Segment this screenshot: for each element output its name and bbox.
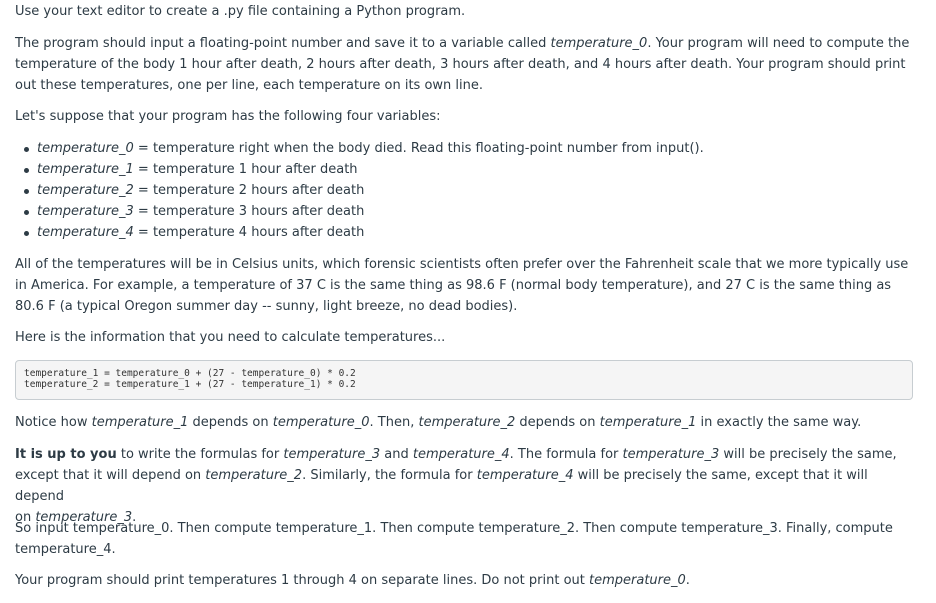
notice-text: Notice how (15, 415, 92, 430)
list-item (37, 159, 704, 180)
upto-var: temperature_3 (622, 447, 720, 462)
here-paragraph: Here is the information that you need to calculate temperatures... (15, 330, 446, 345)
variable-name: temperature_2 (37, 183, 134, 198)
upto-var: temperature_3 (283, 447, 381, 462)
list-item (37, 222, 704, 243)
upto-var: temperature_4 (412, 447, 510, 462)
list-item (37, 138, 704, 159)
upto-text: to write the formulas for (116, 447, 284, 462)
upto-text: . The formula for (509, 447, 623, 462)
upto-text: . (132, 510, 137, 525)
code-block (15, 360, 913, 400)
variable-name: temperature_0 (37, 141, 134, 156)
program-var: temperature_0 (550, 36, 648, 51)
print-text: Your program should print temperatures 1 through 4 on separate lines. Do not print out (15, 573, 589, 588)
so-paragraph: So input temperature_0. Then compute temperature_1. Then compute temperature_2. Then compute temperature_3. Finally, compute temperature_4. (15, 521, 893, 557)
up-to-you-paragraph (15, 444, 920, 528)
suppose-paragraph: Let's suppose that your program has the following four variables: (15, 109, 441, 124)
variable-desc: = temperature 4 hours after death (133, 225, 365, 240)
variable-name: temperature_3 (37, 204, 134, 219)
code-line: temperature_2 = temperature_1 + (27 - temperature_1) * 0.2 (24, 379, 356, 390)
notice-var: temperature_0 (272, 415, 370, 430)
upto-text: . Similarly, the formula for (302, 468, 477, 483)
notice-text: depends on (515, 415, 600, 430)
code-line: temperature_1 = temperature_0 + (27 - temperature_0) * 0.2 (24, 368, 356, 379)
print-text: . (685, 573, 690, 588)
upto-text: and (380, 447, 413, 462)
upto-var: temperature_2 (205, 468, 303, 483)
up-to-you-bold: It is up to you (15, 447, 117, 462)
notice-var: temperature_1 (599, 415, 697, 430)
notice-text: depends on (188, 415, 273, 430)
notice-var: temperature_2 (418, 415, 516, 430)
print-var: temperature_0 (589, 573, 686, 588)
upto-var: temperature_3 (35, 510, 133, 525)
variable-name: temperature_1 (37, 162, 134, 177)
variable-desc: = temperature 2 hours after death (133, 183, 365, 198)
upto-text: will be precisely the same, except that it will depend (15, 468, 868, 504)
list-item (37, 201, 704, 222)
notice-text: . Then, (369, 415, 419, 430)
program-paragraph (15, 33, 915, 96)
variable-name: temperature_4 (37, 225, 134, 240)
variable-desc: = temperature 3 hours after death (133, 204, 365, 219)
program-text-1: The program should input a floating-point number and save it to a variable called (15, 36, 551, 51)
variable-desc: = temperature right when the body died. Read this floating-point number from input(). (133, 141, 704, 156)
notice-text: in exactly the same way. (696, 415, 862, 430)
notice-var: temperature_1 (91, 415, 189, 430)
upto-text: will be precisely the same, except that it will depend on (15, 447, 897, 483)
celsius-paragraph: All of the temperatures will be in Celsius units, which forensic scientists often prefer over the Fahrenheit scale that we more typically use in America. For example, a temperature of 37 C is the same thing as 98.6 F (normal body temperature), and 27 C is the same thing as 80.6 F (a typical Oregon summer day -- sunny, light breeze, no dead bodies). (15, 257, 909, 314)
program-text-2: . Your program will need to compute the temperature of the body 1 hour after death, 2 hours after death, 3 hours after death, and 4 hours after death. Your program should print out these temperatures, one per line, each temperature on its own line. (15, 36, 910, 93)
print-paragraph (15, 570, 690, 591)
notice-paragraph (15, 412, 861, 433)
variable-desc: = temperature 1 hour after death (133, 162, 358, 177)
upto-var: temperature_4 (476, 468, 574, 483)
list-item (37, 180, 704, 201)
upto-text: on (15, 510, 36, 525)
intro-paragraph: Use your text editor to create a .py file containing a Python program. (15, 4, 466, 19)
variables-list (15, 138, 704, 243)
